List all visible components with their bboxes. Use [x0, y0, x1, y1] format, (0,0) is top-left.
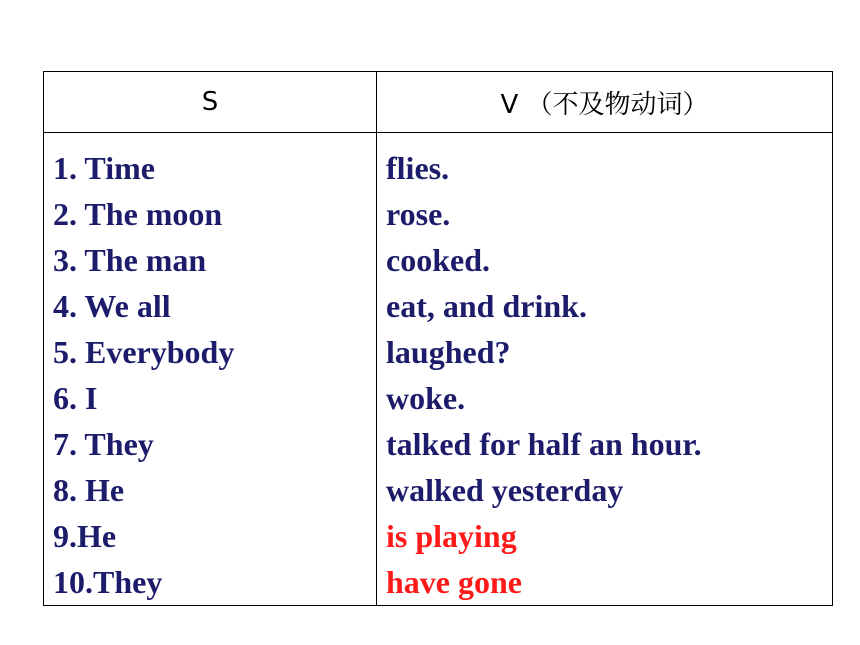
subject-item: 1. Time	[53, 150, 155, 186]
subject-item: 6. I	[53, 380, 98, 416]
verb-item-highlight: is playing	[386, 518, 517, 554]
table-body-row	[44, 133, 833, 606]
subject-item: 5. Everybody	[53, 334, 235, 370]
verb-item: flies.	[386, 150, 450, 186]
verb-item: talked for half an hour.	[386, 426, 702, 462]
subject-item: 7. They	[53, 426, 154, 462]
table-header-row	[44, 72, 833, 133]
verb-header: V （不及物动词）	[377, 72, 833, 133]
verb-column	[377, 133, 833, 606]
verb-item: woke.	[386, 380, 466, 416]
subject-item: 10.They	[53, 564, 163, 600]
verb-item: cooked.	[386, 242, 490, 278]
verb-item: walked yesterday	[386, 472, 624, 508]
subject-item: 9.He	[53, 518, 117, 554]
verb-item-highlight: have gone	[386, 564, 522, 600]
subject-item: 3. The man	[53, 242, 207, 278]
subject-item: 2. The moon	[53, 196, 223, 232]
grammar-table	[43, 71, 833, 606]
subject-item: 8. He	[53, 472, 125, 508]
subject-header: S	[44, 72, 377, 133]
subject-item: 4. We all	[53, 288, 171, 324]
verb-item: eat, and drink.	[386, 288, 587, 324]
verb-item: rose.	[386, 196, 451, 232]
subject-column	[44, 133, 377, 606]
verb-item: laughed?	[386, 334, 511, 370]
